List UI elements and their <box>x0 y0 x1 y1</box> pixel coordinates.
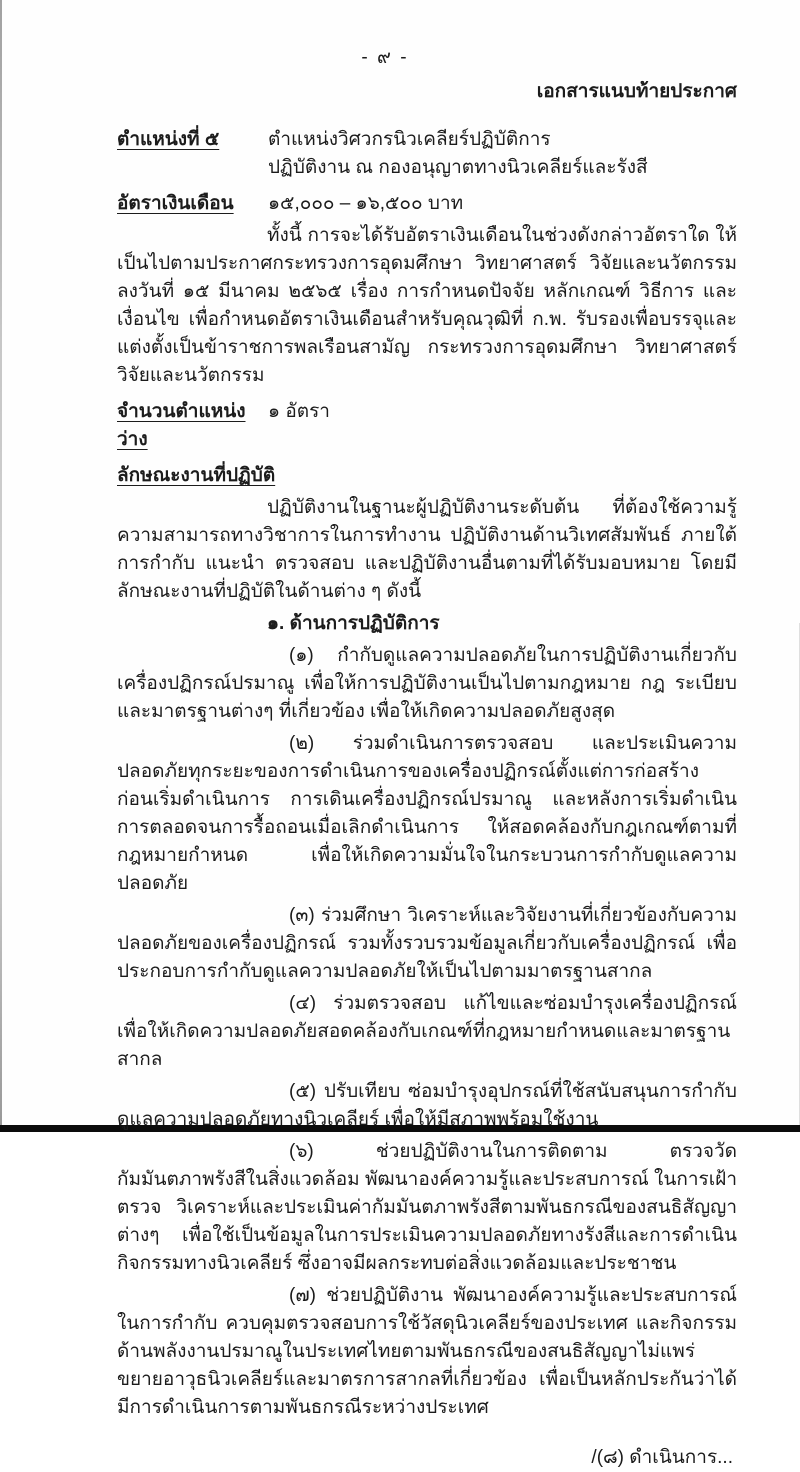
salary-label: อัตราเงินเดือน <box>117 193 234 214</box>
duties-heading: ลักษณะงานที่ปฏิบัติ <box>117 465 276 486</box>
duty-item-1 <box>117 642 737 726</box>
position-value <box>268 126 737 182</box>
duty-item-3 <box>117 902 737 986</box>
salary-value: ๑๕,๐๐๐ – ๑๖,๕๐๐ บาท <box>268 193 464 214</box>
position-title: ตำแหน่งวิศวกรนิวเคลียร์ปฏิบัติการ <box>268 129 551 150</box>
duty-item-6 <box>117 1138 737 1278</box>
duty-item-number: (๖) <box>289 1141 314 1162</box>
page-number: - ๙ - <box>361 47 409 68</box>
duty-item-text: ร่วมศึกษา วิเคราะห์และวิจัยงานที่เกี่ยวข้องกับความปลอดภัยของเครื่องปฏิกรณ์ รวมทั้งรวบรวมข้อมูลเกี่ยวกับเครื่องปฏิกรณ์ เพื่อประกอบการกำกับดูแลความปลอดภัยให้เป็นไปตามมาตรฐานสากล <box>117 905 738 982</box>
page-continuation-note: /(๘) ดำเนินการ... <box>591 1447 733 1468</box>
duty-item-number: (๔) <box>289 993 317 1014</box>
salary-row <box>117 190 737 218</box>
scan-artifact-left-edge <box>0 0 2 1132</box>
document-content <box>117 44 737 1472</box>
duty-item-text: ช่วยปฏิบัติงาน พัฒนาองค์ความรู้และประสบการณ์ ในการกำกับ ควบคุมตรวจสอบการใช้วัสดุนิวเคลียร์ของประเทศ และกิจกรรมด้านพลังงานปรมาณูในประเทศไทยตามพันธกรณีของสนธิสัญญาไม่แพร่ขยายอาวุธนิวเคลียร์และมาตรการสากลที่เกี่ยวข้อง เพื่อเป็นหลักประกันว่าได้มีการดำเนินการตามพันธกรณีระหว่างประเทศ <box>117 1285 738 1418</box>
duty-item-4 <box>117 990 737 1074</box>
duties-intro-paragraph: ปฏิบัติงานในฐานะผู้ปฏิบัติงานระดับต้น ที่ต้องใช้ความรู้ ความสามารถทางวิชาการในการทำงาน ปฏิบัติงานด้านวิเทศสัมพันธ์ ภายใต้การกำกับ แนะนำ ตรวจสอบ และปฏิบัติงานอื่นตามที่ได้รับมอบหมาย โดยมีลักษณะงานที่ปฏิบัติในด้านต่าง ๆ ดังนี้ <box>117 497 737 602</box>
duty-item-text: ร่วมตรวจสอบ แก้ไขและซ่อมบำรุงเครื่องปฏิกรณ์ เพื่อให้เกิดความปลอดภัยสอดคล้องกับเกณฑ์ที่กฎหมายกำหนดและมาตรฐานสากล <box>117 993 737 1070</box>
vacancy-value: ๑ อัตรา <box>268 401 330 422</box>
vacancy-label: จำนวนตำแหน่งว่าง <box>117 401 246 450</box>
duty-item-number: (๒) <box>289 733 315 754</box>
position-workplace: ปฏิบัติงาน ณ กองอนุญาตทางนิวเคลียร์และรังสี <box>268 157 648 178</box>
duty-item-7 <box>117 1282 737 1422</box>
duty-item-number: (๑) <box>289 645 314 666</box>
position-label: ตำแหน่งที่ ๕ <box>117 129 220 150</box>
duty-item-text: ปรับเทียบ ซ่อมบำรุงอุปกรณ์ที่ใช้สนับสนุนการกำกับดูแลความปลอดภัยทางนิวเคลียร์ เพื่อให้มีสภาพพร้อมใช้งาน <box>117 1081 737 1130</box>
duty-item-number: (๗) <box>289 1285 316 1306</box>
salary-note-paragraph: ทั้งนี้ การจะได้รับอัตราเงินเดือนในช่วงดังกล่าวอัตราใด ให้เป็นไปตามประกาศกระทรวงการอุดมศึกษา วิทยาศาสตร์ วิจัยและนวัตกรรม ลงวันที่ ๑๕ มีนาคม ๒๕๖๕ เรื่อง การกำหนดปัจจัย หลักเกณฑ์ วิธีการ และเงื่อนไข เพื่อกำหนดอัตราเงินเดือนสำหรับคุณวุฒิที่ ก.พ. รับรองเพื่อบรรจุและแต่งตั้งเป็นข้าราชการพลเรือนสามัญ กระทรวงการอุดมศึกษา วิทยาศาสตร์ วิจัยและนวัตกรรม <box>117 225 737 386</box>
vacancy-row <box>117 398 737 454</box>
attachment-note: เอกสารแนบท้ายประกาศ <box>536 81 737 102</box>
duty-item-number: (๓) <box>289 905 315 926</box>
section-1-heading: ๑. ด้านการปฏิบัติการ <box>267 613 440 634</box>
duty-item-number: (๕) <box>289 1081 317 1102</box>
duty-item-2 <box>117 730 737 898</box>
duty-item-text: ช่วยปฏิบัติงานในการติดตาม ตรวจวัดกัมมันตภาพรังสีในสิ่งแวดล้อม พัฒนาองค์ความรู้และประสบการณ์ ในการเฝ้าตรวจ วิเคราะห์และประเมินค่ากัมมันตภาพรังสีตามพันธกรณีของสนธิสัญญาต่างๆ เพื่อใช้เป็นข้อมูลในการประเมินความปลอดภัยทางรังสีและการดำเนินกิจกรรมทางนิวเคลียร์ ซึ่งอาจมีผลกระทบต่อสิ่งแวดล้อมและประชาชน <box>117 1141 737 1274</box>
duty-item-text: กำกับดูแลความปลอดภัยในการปฏิบัติงานเกี่ยวกับเครื่องปฏิกรณ์ปรมาณู เพื่อให้การปฏิบัติงานเป็นไปตามกฎหมาย กฎ ระเบียบ และมาตรฐานต่างๆ ที่เกี่ยวข้อง เพื่อให้เกิดความปลอดภัยสูงสุด <box>117 645 737 722</box>
duty-item-5 <box>117 1078 737 1134</box>
position-row <box>117 126 737 182</box>
duty-item-text: ร่วมดำเนินการตรวจสอบ และประเมินความปลอดภัยทุกระยะของการดำเนินการของเครื่องปฏิกรณ์ตั้งแต่การก่อสร้าง ก่อนเริ่มดำเนินการ การเดินเครื่องปฏิกรณ์ปรมาณู และหลังการเริ่มดำเนินการตลอดจนการรื้อถอนเมื่อเลิกดำเนินการ ให้สอดคล้องกับกฎเกณฑ์ตามที่กฎหมายกำหนด เพื่อให้เกิดความมั่นใจในกระบวนการกำกับดูแลความปลอดภัย <box>117 733 737 894</box>
